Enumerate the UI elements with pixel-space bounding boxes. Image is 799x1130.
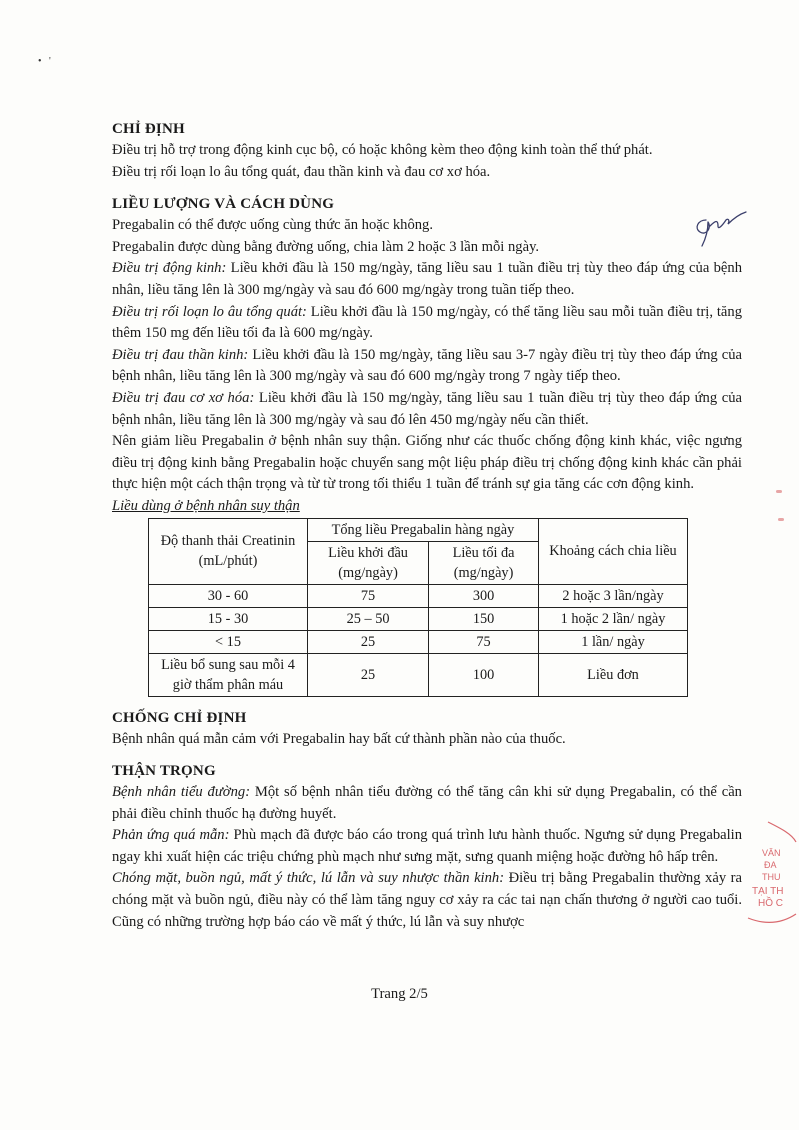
section-dosage [112,193,742,696]
italic-label: Điều trị động kinh: [112,260,227,277]
header-interval: Khoảng cách chia liều [539,518,688,584]
cell-interval: 1 lần/ ngày [539,630,688,653]
paragraph-text: Điều trị bằng Pregabalin thường xảy ra chóng mặt và buồn ngủ, điều này có thể làm tăng nguy cơ xảy ra các tai nạn chấn thương ở người cao tuổi. Cũng có những trường hợp báo cáo về mất ý thức, lú lẫn và suy nhược [112,870,742,930]
stamp-line: TẠI TH [752,886,784,897]
paragraph [112,345,742,388]
stamp-line: HỒ C [758,898,783,909]
italic-label: Điều trị rối loạn lo âu tổng quát: [112,303,307,320]
header-clearance: Độ thanh thải Creatinin (mL/phút) [149,518,308,584]
scan-mark [778,518,784,521]
paragraph: Điều trị hỗ trợ trong động kinh cục bộ, có hoặc không kèm theo động kinh toàn thể thứ phát. [112,142,653,158]
paragraph [112,868,742,933]
table-caption: Liều dùng ở bệnh nhân suy thận [112,497,300,514]
table-row [149,584,688,607]
section-heading: CHỈ ĐỊNH [112,121,185,137]
cell-clearance: 15 - 30 [149,607,308,630]
cell-interval: 1 hoặc 2 lần/ ngày [539,607,688,630]
official-stamp-fragment [738,818,798,928]
paragraph: Pregabalin được dùng bằng đường uống, chia làm 2 hoặc 3 lần mỗi ngày. [112,238,540,255]
cell-start: 75 [308,584,429,607]
cell-max: 100 [429,653,539,696]
paragraph-text: Một số bệnh nhân tiểu đường có thể tăng cân khi sử dụng Pregabalin, có thể cần phải điều chỉnh thuốc hạ đường huyết. [112,784,742,822]
scan-mark [776,490,782,493]
header-start-dose: Liều khởi đầu (mg/ngày) [308,541,429,584]
paragraph-text: Liều khởi đầu là 150 mg/ngày, có thể tăng liều sau mỗi tuần điều trị, tăng thêm 150 mg đến liều tối đa là 600 mg/ngày. [112,303,743,342]
paragraph-text: Phù mạch đã được báo cáo trong quá trình lưu hành thuốc. Ngưng sử dụng Pregabalin ngay khi xuất hiện các triệu chứng phù mạch như sưng mặt, sưng quanh miệng hoặc đường hô hấp trên. [112,827,743,865]
paragraph [112,302,742,345]
table-row [149,607,688,630]
paragraph: Điều trị rối loạn lo âu tổng quát, đau thần kinh và đau cơ xơ hóa. [112,163,491,180]
italic-label: Chóng mặt, buồn ngủ, mất ý thức, lú lẫn và suy nhược thần kinh: [112,870,505,887]
header-total-dose: Tổng liều Pregabalin hàng ngày [308,518,539,541]
cell-max: 300 [429,584,539,607]
italic-label: Điều trị đau cơ xơ hóa: [112,389,255,406]
renal-dose-table [148,518,688,697]
cell-max: 75 [429,630,539,653]
italic-label: Điều trị đau thần kinh: [112,346,249,363]
section-contraindications [112,707,742,751]
paragraph [112,258,742,301]
paragraph [112,388,742,431]
paragraph: Nên giảm liều Pregabalin ở bệnh nhân suy thận. Giống như các thuốc chống động kinh khác, việc ngưng điều trị động kinh bằng Pregabalin hoặc chuyển sang một liệu pháp điều trị chống động kinh khác cần phải thực hiện một cách thận trọng và từ từ trong tối thiểu 1 tuần để tránh sự gia tăng các cơn động kinh. [112,433,742,493]
stamp-line: THU [762,872,781,882]
cell-start: 25 [308,630,429,653]
cell-interval: Liều đơn [539,653,688,696]
paragraph [112,782,742,825]
section-precautions [112,760,742,933]
stamp-line: ĐA [764,860,777,870]
paragraph-text: Liều khởi đầu là 150 mg/ngày, tăng liều sau 1 tuần điều trị tùy theo đáp ứng của bệnh nhân, liều tăng lên là 300 mg/ngày và sau đó 600 mg/ngày trong tuần tiếp theo. [112,260,742,298]
document-body [112,118,742,933]
section-indications [112,118,742,183]
paragraph-text: Liều khởi đầu là 150 mg/ngày, tăng liều sau 1 tuần điều trị tùy theo đáp ứng của bệnh nhân, liều tăng lên là 300 mg/ngày và sau đó lên 450 mg/ngày nếu cần thiết. [112,389,742,428]
paragraph: Pregabalin có thể được uống cùng thức ăn hoặc không. [112,217,433,234]
cell-clearance: Liều bổ sung sau mỗi 4 giờ thẩm phân máu [149,653,308,696]
italic-label: Phản ứng quá mẫn: [112,827,230,844]
table-row [149,653,688,696]
cell-clearance: 30 - 60 [149,584,308,607]
section-heading: THẬN TRỌNG [112,763,216,780]
cell-interval: 2 hoặc 3 lần/ngày [539,584,688,607]
table-row [149,630,688,653]
section-heading: CHỐNG CHỈ ĐỊNH [112,709,247,726]
paragraph-text: Liều khởi đầu là 150 mg/ngày, tăng liều sau 3-7 ngày điều trị tùy theo đáp ứng của bệnh nhân, liều tăng lên là 300 mg/ngày và sau đó 600 mg/ngày trong 7 ngày tiếp theo. [112,346,742,385]
stamp-line: VĂN [762,848,781,858]
cell-clearance: < 15 [149,630,308,653]
paragraph [112,825,742,868]
italic-label: Bệnh nhân tiểu đường: [112,784,251,801]
page-number: Trang 2/5 [371,986,428,1002]
section-heading: LIỀU LƯỢNG VÀ CÁCH DÙNG [112,196,335,213]
header-max-dose: Liều tối đa (mg/ngày) [429,541,539,584]
paragraph: Bệnh nhân quá mẫn cảm với Pregabalin hay bất cứ thành phần nào của thuốc. [112,730,566,747]
cell-start: 25 [308,653,429,696]
scan-speck: • ' [38,56,51,67]
cell-start: 25 – 50 [308,607,429,630]
cell-max: 150 [429,607,539,630]
